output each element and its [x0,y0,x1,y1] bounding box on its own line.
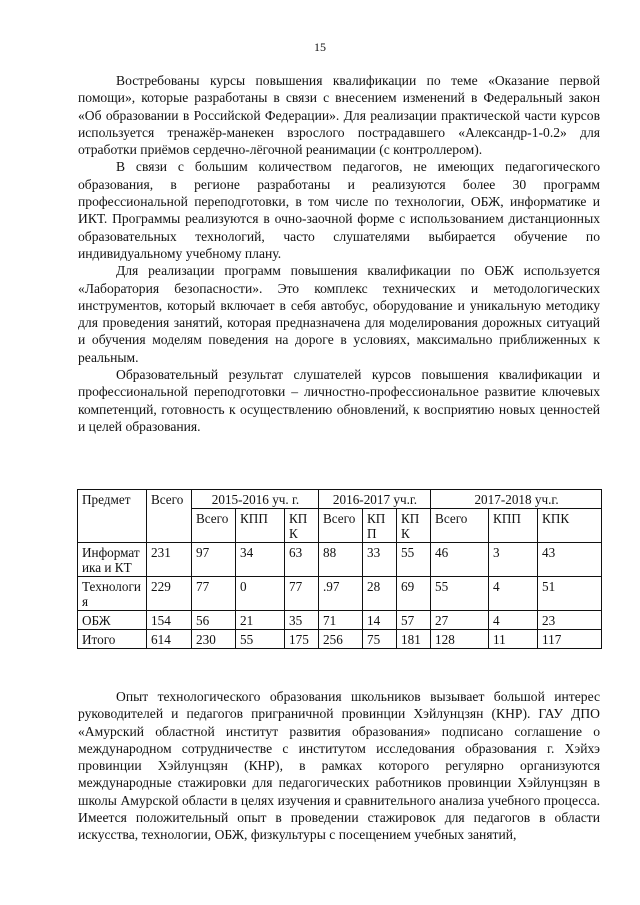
row-subject: Итого [78,630,147,649]
subheader-total: Всего [431,509,489,543]
header-subject: Предмет [78,490,147,543]
paragraph-educational-result: Образовательный результат слушателей курсов повышения квалификации и профессиональной переподготовки – личностно-профессиональное развитие ключевых компетенций, готовность к осуществлению обновлений, к восприятию новых ценностей и целей образования. [78,367,600,434]
paragraph-safety-laboratory: Для реализации программ повышения квалификации по ОБЖ используется «Лаборатория безопасности». Это комплекс технических и методологических инструментов, который включает в себя автобус, оборудование и уникальную методику для проведения занятий, которая предназначена для моделирования дорожных ситуаций и обучения моделям поведения на дороге в условиях, максимально приближенных к реальным. [78,263,600,365]
cell-value: 34 [236,543,285,577]
header-year-2016: 2016-2017 уч.г. [319,490,431,509]
cell-value: 181 [397,630,431,649]
cell-value: 69 [397,577,431,611]
cell-value: 77 [285,577,319,611]
cell-value: 256 [319,630,363,649]
subheader-kpk: КПК [285,509,319,543]
cell-value: 27 [431,611,489,630]
statistics-table [77,489,602,649]
cell-value: 55 [397,543,431,577]
subheader-kpk: КПК [397,509,431,543]
cell-value: 11 [489,630,538,649]
subheader-kpk: КПК [538,509,602,543]
cell-value: 43 [538,543,602,577]
cell-value: 35 [285,611,319,630]
cell-value: 117 [538,630,602,649]
cell-value: 56 [192,611,236,630]
paragraph-retraining-programs: В связи с большим количеством педагогов, не имеющих педагогического образования, в регионе разработаны и реализуются более 30 программ профессиональной переподготовки, в том числе по технологии, ОБЖ, информатике и ИКТ. Программы реализуются в очно-заочной форме с использованием дистанционных образовательных технологий, часто слушателями выбирается обучение по индивидуальному учебному плану. [78,159,600,261]
body-text-top [78,72,600,435]
table-row [78,543,602,577]
row-subject: Информатика и КТ [78,543,147,577]
cell-value: 0 [236,577,285,611]
header-total: Всего [147,490,192,543]
cell-total: 231 [147,543,192,577]
cell-value: 128 [431,630,489,649]
cell-value: 14 [363,611,397,630]
table-header-row [78,490,602,509]
subheader-total: Всего [319,509,363,543]
cell-value: 63 [285,543,319,577]
cell-value: 4 [489,611,538,630]
cell-value: 4 [489,577,538,611]
cell-value: .97 [319,577,363,611]
body-text-bottom [78,688,600,844]
cell-value: 97 [192,543,236,577]
subheader-kpp: КПП [236,509,285,543]
cell-value: 23 [538,611,602,630]
cell-total: 614 [147,630,192,649]
paragraph-international-cooperation: Опыт технологического образования школьников вызывает большой интерес руководителей и педагогов приграничной провинции Хэйлунцзян (КНР). ГАУ ДПО «Амурский областной институт развития образования» подписано соглашение о международном сотрудничестве с институтом исследования образования г. Хэйхэ провинции Хэйлунцзян (КНР), в рамках которого регулярно организуются международные стажировки для педагогических работников провинции Хэйлунцзян в школы Амурской области в целях изучения и сравнительного анализа учебного процесса. Имеется положительный опыт в проведении стажировок для педагогов в области искусства, технологии, ОБЖ, физкультуры с посещением учебных занятий, [78,689,600,843]
table-row [78,611,602,630]
table-row [78,630,602,649]
header-year-2015: 2015-2016 уч. г. [192,490,319,509]
cell-total: 154 [147,611,192,630]
table-row [78,577,602,611]
subheader-kpp: КПП [363,509,397,543]
paragraph-first-aid-courses: Востребованы курсы повышения квалификации по теме «Оказание первой помощи», которые разработаны в связи с внесением изменений в Федеральный закон «Об образовании в Российской Федерации». Для реализации практической части курсов используется тренажёр-манекен взрослого пострадавшего «Александр-1-0.2» для отработки приёмов сердечно-лёгочной реанимации (с контроллером). [78,73,600,158]
cell-total: 229 [147,577,192,611]
cell-value: 46 [431,543,489,577]
subheader-kpp: КПП [489,509,538,543]
header-year-2017: 2017-2018 уч.г. [431,490,602,509]
cell-value: 77 [192,577,236,611]
cell-value: 3 [489,543,538,577]
cell-value: 71 [319,611,363,630]
cell-value: 88 [319,543,363,577]
cell-value: 57 [397,611,431,630]
cell-value: 230 [192,630,236,649]
row-subject: Технология [78,577,147,611]
page-number: 15 [314,40,326,54]
cell-value: 33 [363,543,397,577]
cell-value: 55 [431,577,489,611]
cell-value: 51 [538,577,602,611]
cell-value: 21 [236,611,285,630]
cell-value: 175 [285,630,319,649]
row-subject: ОБЖ [78,611,147,630]
subheader-total: Всего [192,509,236,543]
cell-value: 75 [363,630,397,649]
cell-value: 28 [363,577,397,611]
cell-value: 55 [236,630,285,649]
